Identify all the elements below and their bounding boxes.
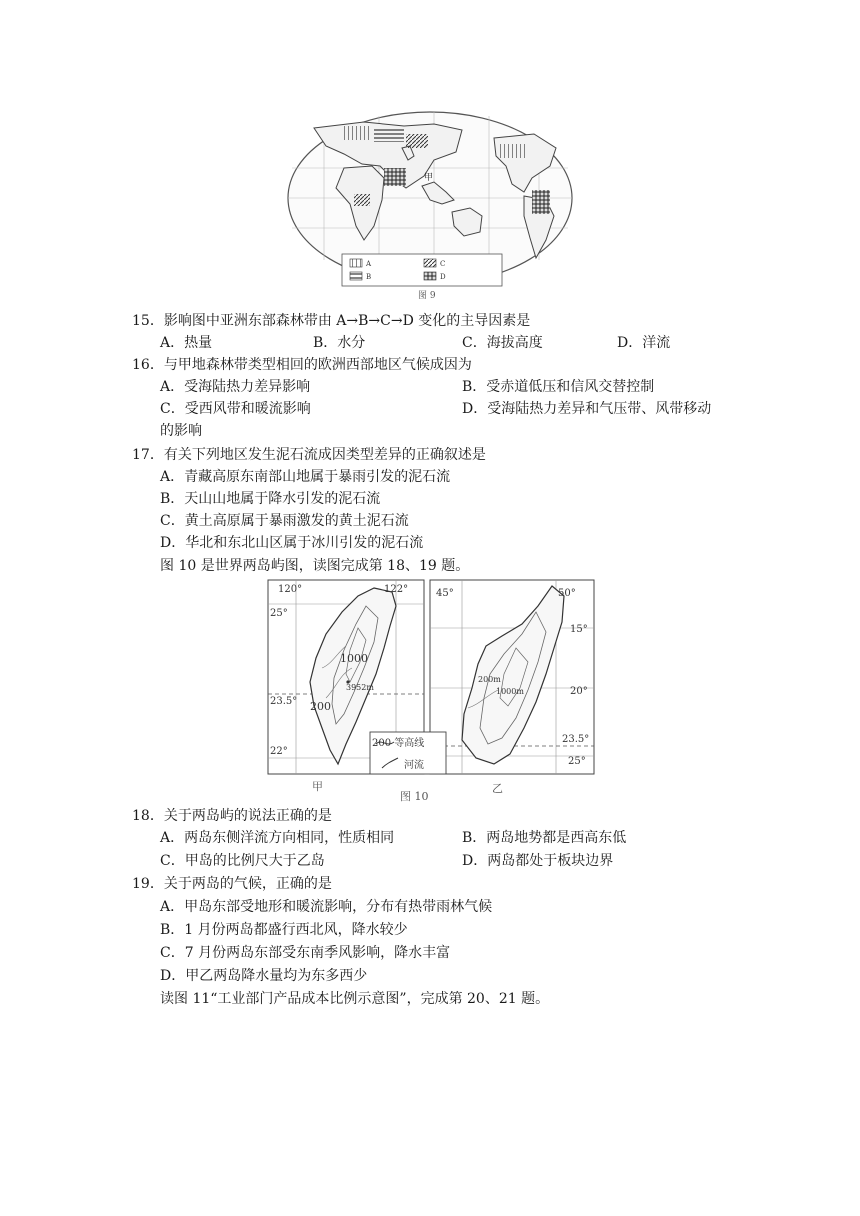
q17-stem: 17．有关下列地区发生泥石流成因类型差异的正确叙述是 bbox=[132, 447, 486, 463]
q17-option-c: C．黄土高原属于暴雨激发的黄土泥石流 bbox=[160, 513, 409, 529]
contour-1000-left: 1000 bbox=[340, 652, 368, 665]
tick-50: 50° bbox=[558, 588, 576, 599]
label-yi: 乙 bbox=[492, 782, 503, 795]
intro-20-21: 读图 11“工业部门产品成本比例示意图”，完成第 20、21 题。 bbox=[160, 991, 550, 1007]
q18-option-a: A．两岛东侧洋流方向相同，性质相同 bbox=[160, 830, 395, 846]
q15-option-d: D．洋流 bbox=[617, 335, 671, 351]
q16-stem: 16．与甲地森林带类型相回的欧洲西部地区气候成因为 bbox=[132, 357, 472, 373]
q17-option-b: B．天山山地属于降水引发的泥石流 bbox=[160, 491, 381, 507]
q19-option-a: A．甲岛东部受地形和暖流影响，分布有热带雨林气候 bbox=[160, 899, 493, 915]
world-map bbox=[284, 108, 576, 304]
tick-120: 120° bbox=[278, 584, 303, 595]
q17-option-a: A．青藏高原东南部山地属于暴雨引发的泥石流 bbox=[160, 469, 451, 485]
q18-option-b: B．两岛地势都是西高东低 bbox=[462, 830, 627, 846]
tick-25-left: 25° bbox=[270, 608, 288, 619]
tick-23-5-right: 23.5° bbox=[562, 734, 590, 745]
q16-option-b: B．受赤道低压和信风交替控制 bbox=[462, 379, 655, 395]
q16-option-a: A．受海陆热力差异影响 bbox=[160, 379, 311, 395]
legend-a: A bbox=[366, 260, 372, 268]
q16-option-c: C．受西风带和暖流影响 bbox=[160, 401, 311, 417]
label-jia: 甲 bbox=[312, 780, 323, 793]
legend-d: D bbox=[440, 273, 446, 281]
tick-20: 20° bbox=[570, 686, 588, 697]
q15-stem: 15．影响图中亚洲东部森林带由 A→B→C→D 变化的主导因素是 bbox=[132, 313, 531, 329]
peak-3952m: 3952m bbox=[346, 683, 374, 692]
islands-map bbox=[266, 578, 596, 804]
q15-option-c: C．海拔高度 bbox=[462, 335, 543, 351]
tick-23-5-left: 23.5° bbox=[270, 696, 298, 707]
tick-25-right: 25° bbox=[568, 756, 586, 767]
q15-option-b: B．水分 bbox=[313, 335, 366, 351]
contour-200m: 200m bbox=[478, 675, 501, 684]
q19-stem: 19．关于两岛的气候，正确的是 bbox=[132, 876, 332, 892]
intro-18-19: 图 10 是世界两岛屿图，读图完成第 18、19 题。 bbox=[160, 558, 470, 574]
legend-river: 河流 bbox=[404, 760, 424, 771]
q18-option-c: C．甲岛的比例尺大于乙岛 bbox=[160, 853, 325, 869]
q19-option-c: C．7 月份两岛东部受东南季风影响，降水丰富 bbox=[160, 945, 451, 961]
q17-option-d: D．华北和东北山区属于冰川引发的泥石流 bbox=[160, 535, 424, 551]
legend-c: C bbox=[440, 260, 446, 268]
q18-stem: 18．关于两岛屿的说法正确的是 bbox=[132, 808, 332, 824]
legend-contour: 200 等高线 bbox=[372, 738, 425, 749]
q16-continuation: 的影响 bbox=[160, 423, 202, 439]
contour-200-left: 200 bbox=[310, 700, 331, 713]
tick-15: 15° bbox=[570, 624, 588, 635]
map-label-jia: 甲 bbox=[424, 173, 434, 183]
tick-45: 45° bbox=[436, 588, 454, 599]
tick-22: 22° bbox=[270, 746, 288, 757]
figure-10-caption: 图 10 bbox=[400, 790, 429, 803]
figure-9-caption: 图 9 bbox=[418, 291, 436, 301]
contour-1000m: 1000m bbox=[496, 687, 524, 696]
q16-option-d: D．受海陆热力差异和气压带、风带移动 bbox=[462, 401, 712, 417]
figure-9 bbox=[284, 108, 576, 304]
q18-option-d: D．两岛都处于板块边界 bbox=[462, 853, 614, 869]
legend-b: B bbox=[366, 273, 372, 281]
figure-10 bbox=[266, 578, 596, 804]
q15-option-a: A．热量 bbox=[160, 335, 213, 351]
q19-option-d: D．甲乙两岛降水量均为东多西少 bbox=[160, 968, 368, 984]
q19-option-b: B．1 月份两岛都盛行西北风，降水较少 bbox=[160, 922, 408, 938]
tick-122: 122° bbox=[384, 584, 409, 595]
